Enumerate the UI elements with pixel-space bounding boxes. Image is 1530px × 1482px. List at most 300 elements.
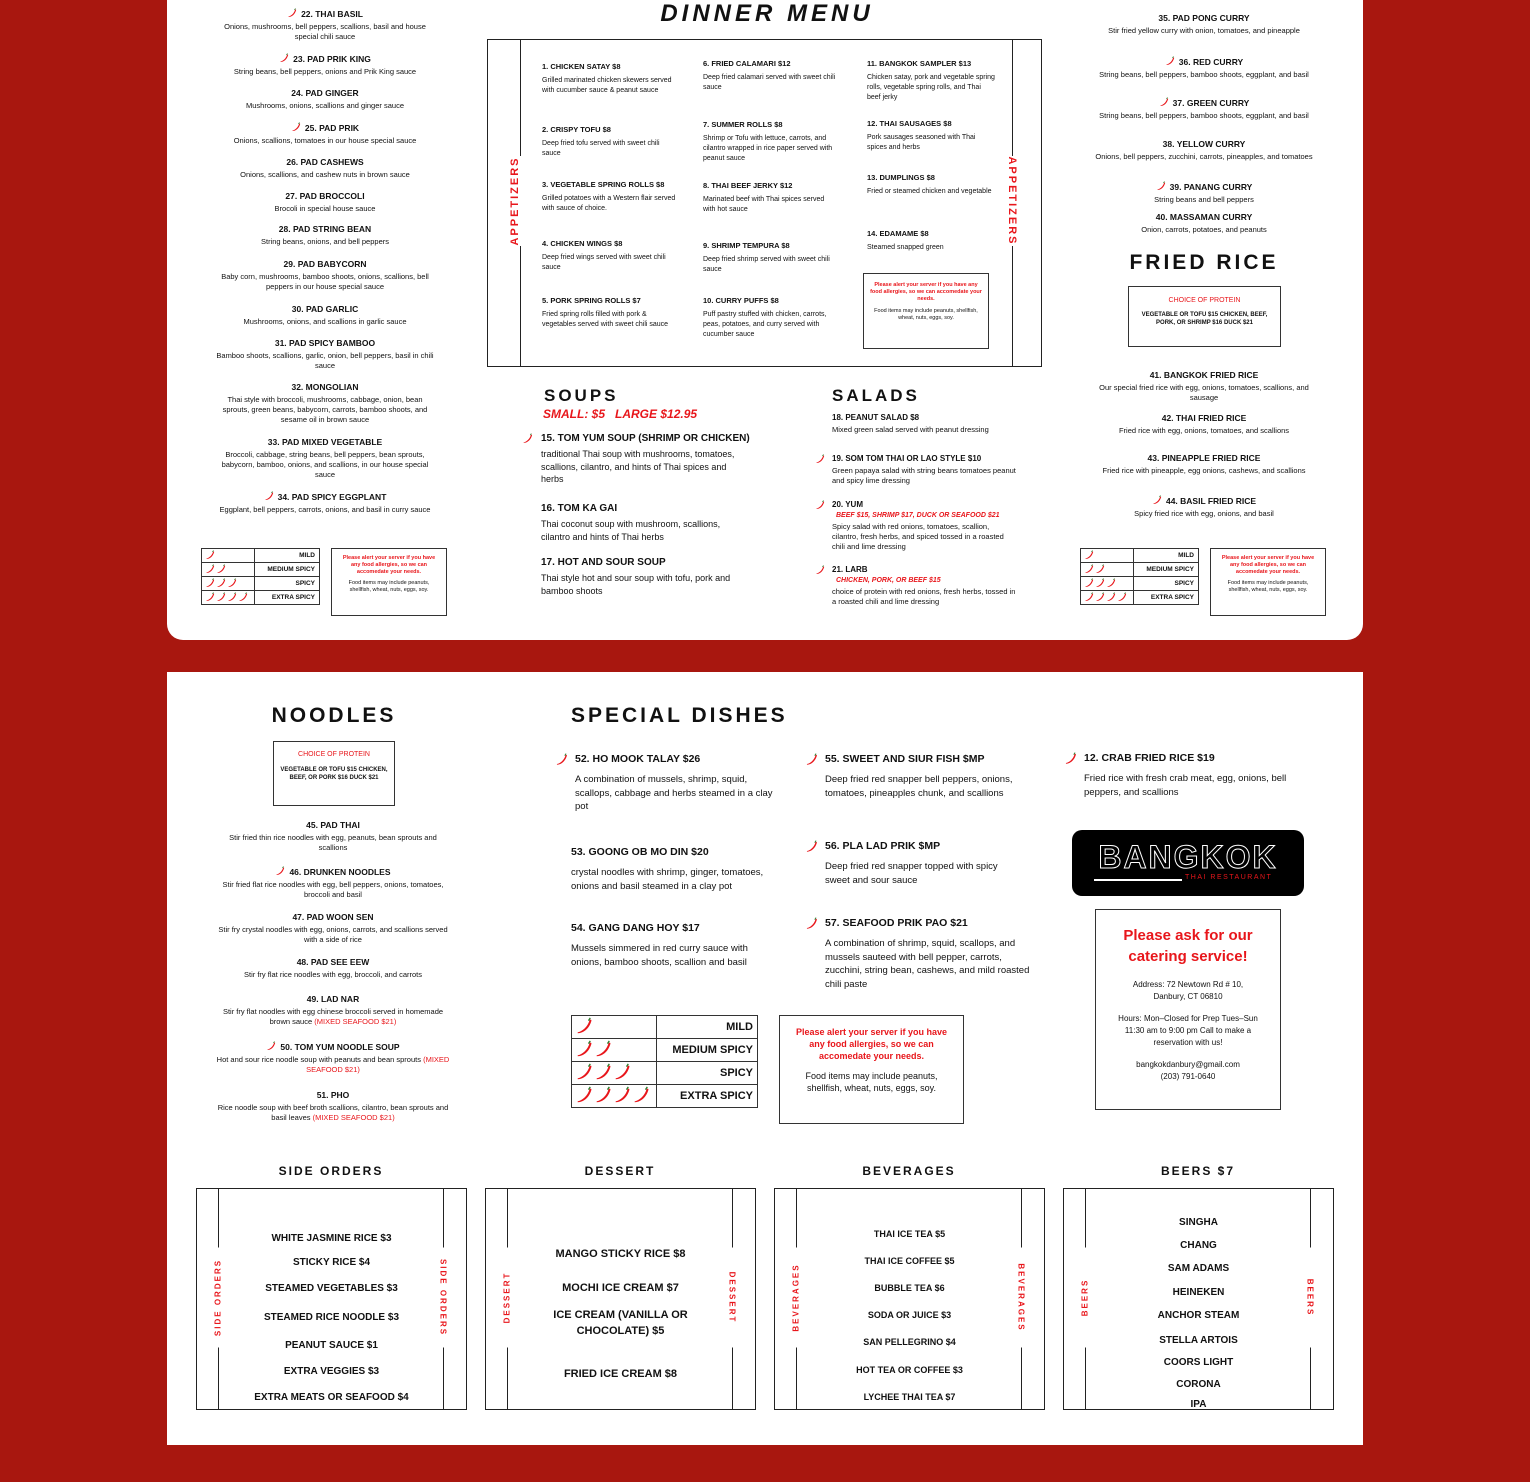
item-name-text: 45. PAD THAI — [306, 820, 360, 830]
protein-box-text: VEGETABLE OR TOFU $15 CHICKEN, BEEF, OR PORK $16 DUCK $21 — [280, 767, 388, 781]
menu-item — [1097, 495, 1311, 519]
catering-email[interactable]: bangkokdanbury@gmail.com — [1136, 1060, 1240, 1069]
special-dish-item — [555, 753, 780, 814]
item-description: Chicken satay, pork and vegetable spring rolls, vegetable spring rolls, and Thai beef jerky — [867, 74, 995, 101]
item-description: String beans and bell peppers — [1154, 195, 1254, 204]
catering-box — [1095, 909, 1281, 1110]
chili-pepper-icon — [287, 8, 297, 18]
chili-pepper-icon — [613, 1086, 631, 1104]
item-name — [215, 259, 435, 269]
spice-level-row — [202, 549, 320, 563]
appetizer-item — [703, 181, 838, 215]
section-box — [485, 1188, 756, 1410]
chili-pepper-icon — [522, 433, 533, 444]
item-name: 19. SOM TOM THAI OR LAO STYLE $10 — [832, 454, 982, 463]
section-side-label-right: BEVERAGES — [1017, 1248, 1026, 1348]
item-name: 52. HO MOOK TALAY $26 — [575, 753, 701, 765]
item-name-text: 24. PAD GINGER — [291, 88, 359, 98]
section-item: STELLA ARTOIS — [1159, 1335, 1238, 1346]
spice-level-label: SPICY — [657, 1062, 758, 1085]
spice-level-chilis — [202, 577, 255, 591]
item-name: 14. EDAMAME $8 — [867, 229, 929, 238]
chili-pepper-icon — [575, 1040, 593, 1058]
item-description: Spicy salad with red onions, tomatoes, scallion, cilantro, fresh herbs, and spiced tossed in a roasted chili and lime dressing — [832, 522, 1004, 551]
item-extra-option: (MIXED SEAFOOD $21) — [306, 1055, 450, 1074]
item-description: String beans, bell peppers, bamboo shoots, eggplant, and basil — [1099, 70, 1309, 79]
item-name: 18. PEANUT SALAD $8 — [832, 413, 920, 422]
appetizer-item — [867, 119, 995, 153]
section-item: BUBBLE TEA $6 — [874, 1283, 945, 1293]
chili-pepper-icon — [216, 592, 226, 602]
item-description: Steamed snapped green — [867, 244, 944, 251]
item-name-text: 31. PAD SPICY BAMBOO — [274, 338, 376, 348]
item-name-text: 30. PAD GARLIC — [291, 304, 359, 314]
item-description: Fried or steamed chicken and vegetable — [867, 188, 992, 195]
item-description-text: Rice noodle soup with beef broth scallions, cilantro, bean sprouts and basil leaves — [217, 1103, 449, 1122]
item-description: A combination of mussels, shrimp, squid, scallops, cabbage and herbs steamed in a clay pot — [575, 774, 773, 812]
item-description: Onions, bell peppers, zucchini, carrots, pineapples, and tomatoes — [1095, 152, 1313, 161]
section-item: PEANUT SAUCE $1 — [285, 1340, 378, 1351]
noodles-title: NOODLES — [271, 704, 397, 727]
menu-item — [215, 1090, 451, 1123]
item-name-text: 41. BANGKOK FRIED RICE — [1149, 370, 1259, 380]
appetizer-item — [703, 59, 838, 93]
menu-item — [1087, 139, 1321, 162]
section-item: EXTRA MEATS OR SEAFOOD $4 — [254, 1392, 409, 1403]
salad-item — [815, 454, 1015, 486]
chili-pepper-icon — [575, 1086, 593, 1104]
section-item: COORS LIGHT — [1163, 1357, 1234, 1368]
section-item: MOCHI ICE CREAM $7 — [562, 1282, 679, 1294]
fried-rice-protein-box — [1128, 286, 1281, 347]
allergy-warning: Please alert your server if you have any food allergies, so we can accomedate your needs. — [1221, 555, 1315, 575]
appetizer-item — [703, 296, 838, 340]
item-description: Mixed green salad served with peanut dressing — [832, 425, 989, 434]
item-name-text: 49. LAD NAR — [306, 994, 360, 1004]
allergy-note: Food items may include peanuts, shellfish, wheat, nuts, eggs, soy. — [805, 1071, 938, 1093]
spice-level-label: EXTRA SPICY — [1134, 591, 1199, 605]
item-name: 4. CHICKEN WINGS $8 — [542, 239, 623, 248]
item-description: Broccoli, cabbage, string beans, bell peppers, bean sprouts, babycorn, bamboo, onions, and scallions, in our house special sauce — [221, 450, 429, 479]
chili-pepper-icon — [1156, 181, 1166, 191]
menu-item — [215, 8, 435, 42]
section-item: SAM ADAMS — [1167, 1263, 1230, 1274]
item-name-text: 35. PAD PONG CURRY — [1158, 13, 1250, 23]
soup-item — [522, 503, 752, 543]
item-name: 6. FRIED CALAMARI $12 — [703, 59, 791, 68]
item-extra-option: (MIXED SEAFOOD $21) — [314, 1017, 397, 1026]
catering-phone[interactable]: (203) 791-0640 — [1160, 1072, 1216, 1081]
section-side-label-left: SIDE ORDERS — [214, 1248, 223, 1348]
item-description: Fried rice with egg, onions, tomatoes, and scallions — [1118, 426, 1290, 435]
item-name: 12. THAI SAUSAGES $8 — [867, 119, 952, 128]
item-name-text: 22. THAI BASIL — [301, 9, 363, 19]
section-side-label-right: DESSERT — [728, 1248, 737, 1348]
special-dish-item — [1064, 752, 1304, 799]
appetizer-item — [703, 241, 838, 275]
soups-price: SMALL: $5 LARGE $12.95 — [543, 407, 698, 421]
spice-level-label: MEDIUM SPICY — [255, 563, 320, 577]
item-name: 3. VEGETABLE SPRING ROLLS $8 — [542, 180, 665, 189]
menu-item — [215, 957, 451, 980]
appetizer-item — [542, 180, 677, 214]
allergy-warning: Please alert your server if you have any food allergies, so we can accomedate your needs. — [870, 282, 982, 302]
item-name — [1087, 139, 1321, 149]
item-description: traditional Thai soup with mushrooms, tomatoes, scallions, cilantro, and hints of Thai spices and herbs — [541, 449, 735, 484]
item-description — [215, 1055, 451, 1075]
item-name-text: 39. PANANG CURRY — [1169, 182, 1253, 192]
chili-pepper-icon — [1159, 97, 1169, 107]
menu-item — [1087, 13, 1321, 36]
item-name-text: 47. PAD WOON SEN — [292, 912, 374, 922]
item-name — [215, 437, 435, 447]
item-description-text: Stir fry crystal noodles with egg, onions, carrots, and scallions served with a side of rice — [218, 925, 448, 944]
item-description: Grilled potatoes with a Western flair served with sauce of choice. — [542, 195, 676, 212]
item-name — [215, 157, 435, 167]
chili-pepper-icon — [216, 564, 226, 574]
spice-level-chilis — [572, 1016, 657, 1039]
item-description: Mussels simmered in red curry sauce with onions, bamboo shoots, scallion and basil — [571, 943, 748, 968]
section-box — [774, 1188, 1045, 1410]
item-description: Thai style hot and sour soup with tofu, pork and bamboo shoots — [541, 573, 731, 596]
logo-underline — [1094, 879, 1182, 881]
spice-level-label: MEDIUM SPICY — [657, 1039, 758, 1062]
section-item: SINGHA — [1179, 1217, 1218, 1228]
item-description: Onion, carrots, potatoes, and peanuts — [1141, 225, 1267, 234]
menu-item — [215, 994, 451, 1027]
menu-item — [1087, 212, 1321, 235]
item-name: 13. DUMPLINGS $8 — [867, 173, 935, 182]
chili-pepper-icon — [205, 550, 215, 560]
item-description: Mushrooms, onions, scallions and ginger sauce — [245, 101, 404, 110]
spice-level-row — [572, 1039, 758, 1062]
item-name-text: 44. BASIL FRIED RICE — [1165, 496, 1257, 506]
appetizers-side-label-right: APPETIZERS — [1006, 156, 1018, 246]
item-description: Fried rice with fresh crab meat, egg, onions, bell peppers, and scallions — [1084, 773, 1287, 798]
item-name — [215, 994, 451, 1004]
item-name: 2. CRISPY TOFU $8 — [542, 125, 611, 134]
item-name — [1087, 97, 1321, 108]
item-name — [1097, 413, 1311, 423]
chili-pepper-icon — [594, 1040, 612, 1058]
chili-pepper-icon — [266, 1041, 276, 1051]
item-description-text: Stir fry flat rice noodles with egg, broccoli, and carrots — [244, 970, 422, 979]
special-dish-item — [805, 917, 1030, 991]
item-description: choice of protein with red onions, fresh herbs, tossed in a roasted chili and lime dressing — [832, 587, 1016, 606]
item-name — [215, 382, 435, 392]
spice-level-row — [572, 1085, 758, 1108]
salad-item — [815, 500, 1015, 552]
item-name — [215, 122, 435, 133]
item-description: Deep fried calamari served with sweet chili sauce — [703, 74, 836, 91]
item-description: Thai style with broccoli, mushrooms, cabbage, onion, bean sprouts, green beans, babycorn, carrots, bamboo shoots, and sesame oil in brown sauce — [222, 395, 428, 424]
item-description: Fried spring rolls filled with pork & vegetables served with sweet chili sauce — [542, 311, 669, 328]
item-description-text: Stir fried thin rice noodles with egg, peanuts, bean sprouts and scallions — [229, 833, 437, 852]
chili-pepper-icon — [1084, 550, 1094, 560]
item-name-text: 42. THAI FRIED RICE — [1161, 413, 1247, 423]
section-item: HOT TEA OR COFFEE $3 — [856, 1365, 963, 1375]
item-price-options: CHICKEN, PORK, OR BEEF $15 — [836, 577, 941, 584]
item-name — [215, 8, 435, 19]
chili-pepper-icon — [1165, 56, 1175, 66]
item-name-text: 32. MONGOLIAN — [291, 382, 359, 392]
section-item: HEINEKEN — [1172, 1287, 1225, 1298]
item-description: Eggplant, bell peppers, carrots, onions, and basil in curry sauce — [219, 505, 431, 514]
protein-box-text: VEGETABLE OR TOFU $15 CHICKEN, BEEF, PORK, OR SHRIMP $16 DUCK $21 — [1141, 312, 1268, 326]
protein-box-title: CHOICE OF PROTEIN — [1168, 297, 1241, 304]
spice-level-label: MILD — [1134, 549, 1199, 563]
section-item: SAN PELLEGRINO $4 — [863, 1337, 956, 1347]
spice-level-chilis — [202, 591, 255, 605]
spice-level-table — [1080, 548, 1199, 605]
chili-pepper-icon — [227, 578, 237, 588]
item-name — [215, 491, 435, 502]
item-name-text: 48. PAD SEE EEW — [296, 957, 370, 967]
allergy-alert-right — [1210, 548, 1326, 616]
chili-pepper-icon — [264, 491, 274, 501]
spice-level-table — [571, 1015, 758, 1108]
chili-pepper-icon — [275, 866, 285, 876]
item-name — [215, 338, 435, 348]
section-title: DESSERT — [584, 1164, 656, 1178]
chili-pepper-icon — [1084, 578, 1094, 588]
item-name — [215, 1041, 451, 1052]
item-description: crystal noodles with shrimp, ginger, tomatoes, onions and basil steamed in a clay pot — [571, 867, 764, 892]
spice-level-chilis — [1081, 549, 1134, 563]
spice-level-label: MILD — [657, 1016, 758, 1039]
item-name-text: 25. PAD PRIK — [304, 123, 360, 133]
allergy-warning: Please alert your server if you have any food allergies, so we can accomedate your needs. — [342, 555, 436, 575]
item-name: 12. CRAB FRIED RICE $19 — [1084, 752, 1215, 764]
salads-title: SALADS — [832, 386, 920, 405]
appetizers-allergy-alert — [863, 273, 989, 349]
spice-level-label: MEDIUM SPICY — [1134, 563, 1199, 577]
item-description-text: Stir fry flat noodles with egg chinese broccoli served in homemade brown sauce — [222, 1007, 444, 1026]
item-name-text: 36. RED CURRY — [1178, 57, 1244, 67]
allergy-note: Food items may include peanuts, shellfish, wheat, nuts, eggs, soy. — [1227, 580, 1309, 593]
allergy-alert-large — [779, 1015, 964, 1124]
item-name — [215, 866, 451, 877]
item-name: 15. TOM YUM SOUP (SHRIMP OR CHICKEN) — [541, 433, 750, 444]
menu-item — [215, 382, 435, 425]
item-name-text: 50. TOM YUM NOODLE SOUP — [280, 1042, 400, 1052]
spice-level-chilis — [202, 563, 255, 577]
section-side-label-left: BEVERAGES — [792, 1248, 801, 1348]
chili-pepper-icon — [815, 565, 825, 575]
chili-pepper-icon — [632, 1086, 650, 1104]
menu-item — [1097, 453, 1311, 476]
menu-item — [1097, 413, 1311, 436]
item-name-text: 27. PAD BROCCOLI — [285, 191, 365, 201]
chili-pepper-icon — [805, 753, 818, 766]
item-name-text: 29. PAD BABYCORN — [283, 259, 367, 269]
section-item: SODA OR JUICE $3 — [867, 1310, 952, 1320]
chili-pepper-icon — [805, 917, 818, 930]
item-name: 11. BANGKOK SAMPLER $13 — [867, 59, 972, 68]
menu-item — [1087, 97, 1321, 121]
section-item: THAI ICE TEA $5 — [873, 1229, 946, 1239]
chili-pepper-icon — [238, 592, 248, 602]
section-item: FRIED ICE CREAM $8 — [563, 1368, 678, 1380]
item-name: 57. SEAFOOD PRIK PAO $21 — [825, 917, 968, 929]
chili-pepper-icon — [1095, 592, 1105, 602]
chili-pepper-icon — [815, 454, 825, 464]
spice-level-chilis — [202, 549, 255, 563]
section-item: ICE CREAM (VANILLA OR CHOCOLATE) $5 — [553, 1309, 688, 1337]
spice-level-chilis — [1081, 577, 1134, 591]
menu-item — [215, 338, 435, 371]
soup-item — [522, 433, 752, 486]
item-description: A combination of shrimp, squid, scallops, and mussels sauteed with bell pepper, carrots, zucchini, string bean, cashews, and mild roasted chili paste — [825, 938, 1030, 990]
item-name-text: 51. PHO — [316, 1090, 350, 1100]
section-box — [196, 1188, 467, 1410]
item-name: 9. SHRIMP TEMPURA $8 — [703, 241, 790, 250]
item-description — [215, 833, 451, 853]
chili-pepper-icon — [1095, 564, 1105, 574]
item-description: Bamboo shoots, scallions, garlic, onion, bell peppers, basil in chili sauce — [216, 351, 434, 370]
appetizer-item — [542, 239, 677, 273]
item-name: 55. SWEET AND SIUR FISH $MP — [825, 753, 985, 765]
catering-title: Please ask for our catering service! — [1123, 927, 1253, 965]
item-name-text: 28. PAD STRING BEAN — [278, 224, 372, 234]
catering-address: Address: 72 Newtown Rd # 10, Danbury, CT 06810 — [1132, 980, 1244, 1001]
item-name: 5. PORK SPRING ROLLS $7 — [542, 296, 641, 305]
appetizer-item — [703, 120, 838, 164]
menu-item — [215, 224, 435, 247]
section-side-label-left: BEERS — [1081, 1248, 1090, 1348]
spice-level-row — [1081, 591, 1199, 605]
item-name-text: 23. PAD PRIK KING — [293, 54, 371, 64]
soups-title: SOUPS — [544, 386, 619, 405]
item-name-text: 40. MASSAMAN CURRY — [1155, 212, 1253, 222]
appetizer-item — [542, 125, 677, 159]
section-item: IPA — [1190, 1399, 1207, 1410]
item-description: Deep fried shrimp served with sweet chili sauce — [703, 256, 830, 273]
item-name: 56. PLA LAD PRIK $MP — [825, 840, 941, 852]
item-description: Thai coconut soup with mushroom, scallions, cilantro and hints of Thai herbs — [541, 519, 721, 542]
spice-level-label: SPICY — [255, 577, 320, 591]
chili-pepper-icon — [291, 122, 301, 132]
chili-pepper-icon — [279, 53, 289, 63]
special-dish-item — [805, 840, 1010, 887]
item-name: 16. TOM KA GAI — [541, 503, 618, 514]
item-description: Onions, scallions, and cashew nuts in brown sauce — [240, 170, 410, 179]
section-item: STEAMED VEGETABLES $3 — [265, 1283, 398, 1294]
item-name-text: 26. PAD CASHEWS — [286, 157, 364, 167]
spice-level-row — [1081, 549, 1199, 563]
item-name — [215, 912, 451, 922]
spice-level-row — [1081, 563, 1199, 577]
chili-pepper-icon — [205, 564, 215, 574]
item-name-text: 43. PINEAPPLE FRIED RICE — [1147, 453, 1261, 463]
chili-pepper-icon — [205, 592, 215, 602]
special-dishes-title: SPECIAL DISHES — [571, 704, 788, 727]
spice-level-row — [202, 591, 320, 605]
allergy-note: Food items may include peanuts, shellfish, wheat, nuts, eggs, soy. — [348, 580, 430, 593]
menu-item — [215, 820, 451, 853]
item-description: String beans, bell peppers, onions and Prik King sauce — [233, 67, 417, 76]
spice-level-row — [572, 1016, 758, 1039]
noodles-protein-box — [273, 741, 395, 806]
item-description: Deep fried wings served with sweet chili sauce — [542, 254, 666, 271]
menu-item — [215, 866, 451, 900]
item-name — [215, 820, 451, 830]
item-name — [215, 88, 435, 98]
menu-item — [215, 53, 435, 77]
menu-item — [1097, 370, 1311, 403]
item-name — [1087, 56, 1321, 67]
item-description: Onions, mushrooms, bell peppers, scallions, basil and house special chili sauce — [224, 22, 426, 41]
appetizers-side-label-left: APPETIZERS — [509, 156, 521, 246]
salad-item — [815, 565, 1015, 607]
chili-pepper-icon — [1106, 578, 1116, 588]
chili-pepper-icon — [805, 840, 818, 853]
item-name-text: 38. YELLOW CURRY — [1162, 139, 1246, 149]
menu-page-1 — [167, 0, 1363, 640]
chili-pepper-icon — [594, 1063, 612, 1081]
chili-pepper-icon — [1152, 495, 1162, 505]
item-name — [215, 1090, 451, 1100]
item-name — [1097, 453, 1311, 463]
soup-item — [522, 557, 752, 597]
section-side-label-right: BEERS — [1306, 1248, 1315, 1348]
section-title: BEVERAGES — [862, 1164, 956, 1178]
spice-level-row — [1081, 577, 1199, 591]
item-name: 20. YUM — [832, 500, 863, 509]
spice-level-chilis — [572, 1085, 657, 1108]
page-title: DINNER MENU — [660, 0, 874, 27]
menu-item — [215, 157, 435, 180]
spice-level-chilis — [1081, 591, 1134, 605]
appetizer-item — [867, 229, 995, 253]
special-dish-item — [805, 753, 1030, 800]
section-item: STICKY RICE $4 — [292, 1257, 371, 1268]
item-description: Shrimp or Tofu with lettuce, carrots, and cilantro wrapped in rice paper served with peanut sauce — [703, 135, 833, 162]
item-description: Marinated beef with Thai spices served with hot sauce — [703, 196, 825, 213]
fried-rice-title: FRIED RICE — [1129, 251, 1279, 274]
item-name: 54. GANG DANG HOY $17 — [571, 922, 700, 934]
menu-item — [215, 191, 435, 214]
appetizer-item — [867, 173, 995, 197]
section-box — [1063, 1188, 1334, 1410]
item-name — [1087, 13, 1321, 23]
item-description-text: Stir fried flat rice noodles with egg, bell peppers, onions, tomatoes, broccoli and basil — [222, 880, 444, 899]
spice-level-label: SPICY — [1134, 577, 1199, 591]
menu-item — [215, 1041, 451, 1075]
spice-level-label: MILD — [255, 549, 320, 563]
item-description — [215, 970, 451, 980]
section-item: THAI ICE COFFEE $5 — [864, 1256, 955, 1266]
item-description — [215, 880, 451, 900]
item-description: String beans, onions, and bell peppers — [260, 237, 389, 246]
spice-level-chilis — [572, 1039, 657, 1062]
chili-pepper-icon — [1084, 592, 1094, 602]
appetizer-item — [867, 59, 995, 103]
spice-level-label: EXTRA SPICY — [657, 1085, 758, 1108]
appetizer-item — [542, 296, 677, 330]
item-description: Stir fried yellow curry with onion, tomatoes, and pineapple — [1108, 26, 1300, 35]
section-item: MANGO STICKY RICE $8 — [555, 1248, 686, 1260]
section-side-label-left: DESSERT — [503, 1248, 512, 1348]
item-name: 7. SUMMER ROLLS $8 — [703, 120, 783, 129]
restaurant-logo — [1072, 830, 1304, 896]
menu-item — [1087, 181, 1321, 205]
item-name: 53. GOONG OB MO DIN $20 — [571, 846, 709, 858]
menu-item — [215, 304, 435, 327]
appetizer-item — [542, 62, 677, 96]
item-description: Mushrooms, onions, and scallions in garlic sauce — [243, 317, 407, 326]
special-dish-item — [555, 846, 780, 893]
